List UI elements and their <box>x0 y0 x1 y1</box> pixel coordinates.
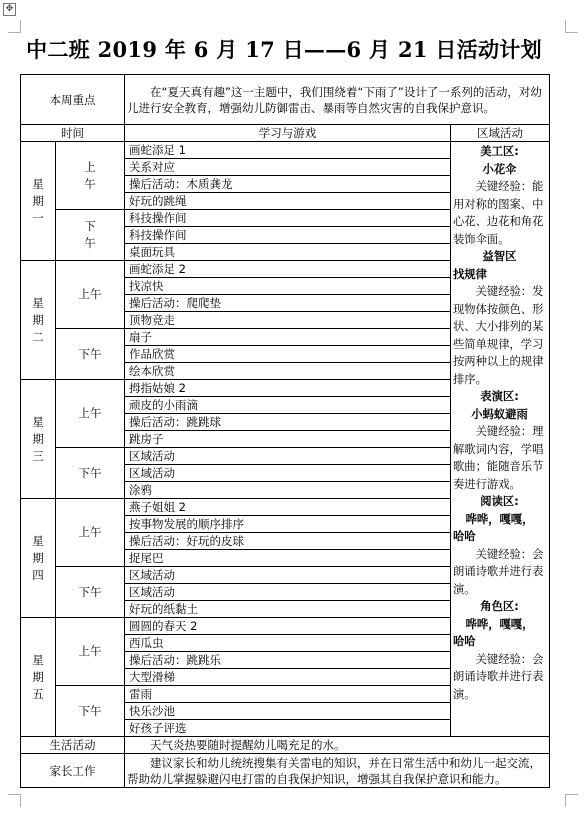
day-label-char: 期 <box>32 312 44 327</box>
activity-item: 雷雨 <box>125 686 451 703</box>
role-area-heading: 角色区: <box>480 600 519 613</box>
afternoon-label <box>56 686 125 737</box>
focus-text: 在“夏天真有趣”这一主题中，我们围绕着“下雨了”设计了一系列的活动，对幼儿进行安全教育，增强幼儿防御雷击、暴雨等自然灾害的自我保护意识。 <box>125 75 550 125</box>
activity-item: 快乐沙池 <box>125 703 451 720</box>
activity-item: 好孩子评选 <box>125 720 451 737</box>
puzzle-area-heading: 益智区 <box>482 250 517 263</box>
day-label <box>21 261 56 380</box>
activity-item: 绘本欣赏 <box>125 363 451 380</box>
period-label-char: 上午 <box>78 525 102 539</box>
activity-item: 操后活动：爬爬垫 <box>125 295 451 312</box>
reading-area-heading: 阅读区: <box>480 495 519 508</box>
day-label-char: 三 <box>32 448 44 463</box>
activity-item: 画蛇添足 2 <box>125 261 451 278</box>
activity-item: 操后活动：好玩的皮球 <box>125 533 451 550</box>
header-row <box>21 125 550 142</box>
day-label <box>21 380 56 499</box>
perform-activity-title: 小蚂蚁避雨 <box>471 407 528 421</box>
day-label-char: 二 <box>32 329 44 344</box>
activity-item: 操后活动：跳跳球 <box>125 414 451 431</box>
period-label-char: 下午 <box>78 703 102 718</box>
plan-table <box>20 74 550 788</box>
period-label-char: 下午 <box>78 465 102 480</box>
period-label-char: 午 <box>84 236 96 250</box>
activity-item: 区域活动 <box>125 584 451 601</box>
day-label-char: 期 <box>32 431 44 446</box>
activity-item: 顶物竞走 <box>125 312 451 329</box>
activity-item: 区域活动 <box>125 465 451 482</box>
crop-mark-bottom-left <box>8 794 21 807</box>
art-activity-title: 小花伞 <box>482 162 517 176</box>
period-label-char: 下 <box>84 219 96 233</box>
puzzle-key-experience: 关键经验：发现物体按颜色、形状、大小排列的某些简单规律，学习按两种以上的规律排序。 <box>453 285 544 386</box>
crop-mark-top-right <box>565 20 578 33</box>
day-label-char: 一 <box>32 210 44 225</box>
focus-row <box>21 75 550 125</box>
activity-item: 科技操作间 <box>125 210 451 227</box>
afternoon-label <box>56 210 125 261</box>
period-label-char: 下午 <box>78 346 102 361</box>
day-label <box>21 618 56 737</box>
region-activities <box>451 142 550 737</box>
period-label-char: 上午 <box>78 406 102 420</box>
activity-item: 桌面玩具 <box>125 244 451 261</box>
day-label-char: 期 <box>32 550 44 565</box>
life-row <box>21 737 550 754</box>
header-learning: 学习与游戏 <box>125 125 451 142</box>
activity-item: 大型滑梯 <box>125 669 451 686</box>
day-label <box>21 499 56 618</box>
move-handle-icon[interactable]: ✥ <box>3 3 16 16</box>
activity-item: 扇子 <box>125 329 451 346</box>
period-label-char: 午 <box>84 176 96 191</box>
morning-label <box>56 261 125 329</box>
parents-text: 建议家长和幼儿统统搜集有关雷电的知识，并在日常生活中和幼儿一起交流，帮助幼儿掌握躲避闪电打雷的自我保护知识，增强其自我保护意识和能力。 <box>125 754 550 788</box>
activity-item: 操后活动：跳跳乐 <box>125 652 451 669</box>
morning-label <box>56 618 125 686</box>
day-label-char: 五 <box>32 686 44 701</box>
afternoon-label <box>56 567 125 618</box>
reading-activity-title: 哗哗，嘎嘎， <box>465 512 534 526</box>
period-label-char: 上 <box>84 159 96 174</box>
activity-item: 操后活动：木质龚龙 <box>125 176 451 193</box>
activity-item: 关系对应 <box>125 159 451 176</box>
role-activity-title: 哗哗，嘎嘎， <box>465 617 534 631</box>
day-label-char: 期 <box>32 669 44 684</box>
art-key-experience: 关键经验：能用对称的图案、中心花、边花和角花装饰伞面。 <box>453 180 544 246</box>
activity-item: 区域活动 <box>125 448 451 465</box>
activity-item: 画蛇添足 1 <box>125 142 451 159</box>
day-label <box>21 142 56 261</box>
parents-row <box>21 754 550 788</box>
life-text: 天气炎热要随时提醒幼儿喝充足的水。 <box>125 737 550 754</box>
activity-item: 顽皮的小雨滴 <box>125 397 451 414</box>
activity-item: 作品欣赏 <box>125 346 451 363</box>
day-label-char: 星 <box>32 652 44 667</box>
life-label: 生活活动 <box>21 737 125 754</box>
focus-label: 本周重点 <box>21 75 125 125</box>
parents-label: 家长工作 <box>21 754 125 788</box>
puzzle-activity-title: 找规律 <box>453 267 487 281</box>
day-label-char: 期 <box>32 193 44 208</box>
afternoon-label <box>56 448 125 499</box>
activity-item: 跳房子 <box>125 431 451 448</box>
period-label-char: 上午 <box>78 644 102 658</box>
morning-label <box>56 380 125 448</box>
activity-item: 捉尾巴 <box>125 550 451 567</box>
period-label-char: 上午 <box>78 287 102 301</box>
reading-activity-title-cont: 哈哈 <box>453 530 476 543</box>
activity-row <box>21 142 550 159</box>
morning-label <box>56 142 125 210</box>
role-activity-title-cont: 哈哈 <box>453 635 476 648</box>
activity-item: 按事物发展的顺序排序 <box>125 516 451 533</box>
day-label-char: 星 <box>32 176 44 191</box>
art-area-heading: 美工区: <box>480 145 519 158</box>
day-label-char: 星 <box>32 295 44 310</box>
crop-mark-bottom-right <box>565 794 578 807</box>
header-time: 时间 <box>21 125 125 142</box>
crop-mark-top-left <box>8 20 21 33</box>
day-label-char: 星 <box>32 414 44 429</box>
activity-item: 圆圆的春天 2 <box>125 618 451 635</box>
role-key-experience: 关键经验：会朗诵诗歌并进行表演。 <box>453 652 544 701</box>
day-label-char: 四 <box>32 567 44 582</box>
header-region: 区域活动 <box>451 125 550 142</box>
activity-item: 好玩的纸黏土 <box>125 601 451 618</box>
activity-item: 涂鸦 <box>125 482 451 499</box>
afternoon-label <box>56 329 125 380</box>
activity-item: 好玩的跳绳 <box>125 193 451 210</box>
period-label-char: 下午 <box>78 584 102 599</box>
activity-item: 西瓜虫 <box>125 635 451 652</box>
perform-key-experience: 关键经验：理解歌词内容，学唱歌曲；能随音乐节奏进行游戏。 <box>453 425 544 491</box>
page-title: 中二班 2019 年 6 月 17 日——6 月 21 日活动计划 <box>26 37 542 62</box>
activity-item: 燕子姐姐 2 <box>125 499 451 516</box>
activity-item: 找凉快 <box>125 278 451 295</box>
reading-key-experience: 关键经验：会朗诵诗歌并进行表演。 <box>453 547 544 596</box>
perform-area-heading: 表演区: <box>480 390 519 403</box>
day-label-char: 星 <box>32 533 44 548</box>
activity-item: 拇指姑娘 2 <box>125 380 451 397</box>
activity-item: 区域活动 <box>125 567 451 584</box>
morning-label <box>56 499 125 567</box>
activity-item: 科技操作间 <box>125 227 451 244</box>
